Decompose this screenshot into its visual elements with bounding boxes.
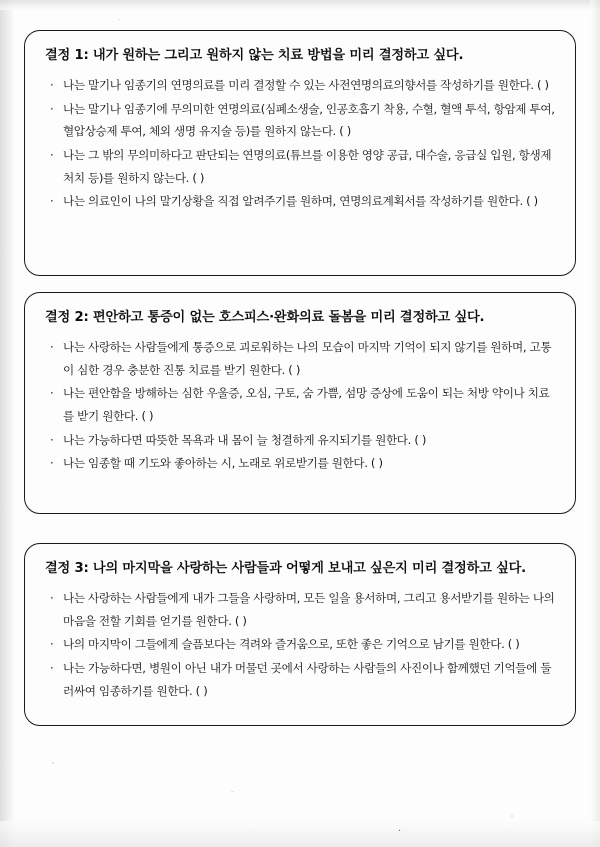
list-item (41, 190, 559, 213)
list-item-text: 나는 임종할 때 기도와 좋아하는 시, 노래로 위로받기를 원한다. ( ) (63, 456, 383, 471)
list-item-text: 나는 그 밖의 무의미하다고 판단되는 연명의료(튜브를 이용한 영양 공급, 대수술, 응급실 입원, 항생제 처치 등)를 원하지 않는다. ( ) (63, 147, 552, 185)
list-item-text: 나는 사랑하는 사람들에게 내가 그들을 사랑하며, 모든 일을 용서하며, 그리고 용서받기를 원하는 나의 마음을 전할 기회를 얻기를 원한다. ( ) (63, 591, 555, 628)
list-item (41, 98, 559, 143)
section-item-list (41, 74, 559, 213)
decision-section-3 (24, 543, 576, 726)
bullet-marker: · (50, 78, 54, 93)
section-item-list (41, 336, 559, 475)
section-title: 결정 3: 나의 마지막을 사랑하는 사람들과 어떻게 보내고 싶은지 미리 결정하고 싶다. (45, 561, 526, 576)
list-item-text: 나의 마지막이 그들에게 슬픔보다는 격려와 즐거움으로, 또한 좋은 기억으로 남기를 원한다. ( ) (63, 637, 520, 652)
list-item (41, 633, 559, 656)
list-item (41, 657, 559, 702)
decision-section-2 (24, 292, 576, 514)
section-title: 결정 1: 내가 원하는 그리고 원하지 않는 치료 방법을 미리 결정하고 싶다. (45, 48, 464, 63)
list-item (41, 74, 559, 97)
list-item-text: 나는 가능하다면 따뜻한 목욕과 내 몸이 늘 청결하게 유지되기를 원한다. ( ) (63, 432, 427, 447)
page-footer-mark: · (398, 826, 402, 837)
bullet-marker: · (50, 591, 54, 606)
bullet-marker: · (50, 456, 54, 471)
list-item-text: 나는 말기나 임종기에 무의미한 연명의료(심폐소생술, 인공호흡기 착용, 수혈, 혈액 투석, 항암제 투여, 혈압상승제 투여, 체외 생명 유지술 등)를 원하지 않는다. ( ) (63, 101, 555, 139)
bullet-marker: · (50, 637, 54, 652)
list-item-text: 나는 편안함을 방해하는 심한 우울증, 오심, 구토, 숨 가쁨, 섬망 증상에 도움이 되는 처방 약이나 치료를 받기 원한다. ( ) (63, 386, 550, 423)
list-item (41, 382, 559, 427)
list-item (41, 452, 559, 475)
list-item (41, 429, 559, 452)
bullet-marker: · (50, 660, 54, 675)
bullet-marker: · (50, 432, 54, 447)
bullet-marker: · (50, 386, 54, 401)
list-item-text: 나는 말기나 임종기의 연명의료를 미리 결정할 수 있는 사전연명의료의향서를 작성하기를 원한다. ( ) (63, 78, 549, 93)
bullet-marker: · (50, 194, 54, 209)
bullet-marker: · (50, 147, 54, 162)
list-item (41, 336, 559, 381)
list-item (41, 587, 559, 632)
section-title: 결정 2: 편안하고 통증이 없는 호스피스·완화의료 돌봄을 미리 결정하고 싶다. (45, 310, 485, 325)
section-item-list (41, 587, 559, 702)
decision-section-1 (24, 30, 576, 276)
list-item-text: 나는 사랑하는 사람들에게 통증으로 괴로워하는 나의 모습이 마지막 기억이 되지 않기를 원하며, 고통이 심한 경우 충분한 진통 치료를 받기 원한다. ( ) (63, 340, 552, 377)
bullet-marker: · (50, 101, 54, 116)
list-item-text: 나는 의료인이 나의 말기상황을 직접 알려주기를 원하며, 연명의료계획서를 작성하기를 원한다. ( ) (63, 194, 538, 209)
list-item-text: 나는 가능하다면, 병원이 아닌 내가 머물던 곳에서 사랑하는 사람들의 사진이나 함께했던 기억들에 둘러싸여 임종하기를 원한다. ( ) (63, 660, 552, 698)
bullet-marker: · (50, 340, 54, 355)
list-item (41, 144, 559, 189)
